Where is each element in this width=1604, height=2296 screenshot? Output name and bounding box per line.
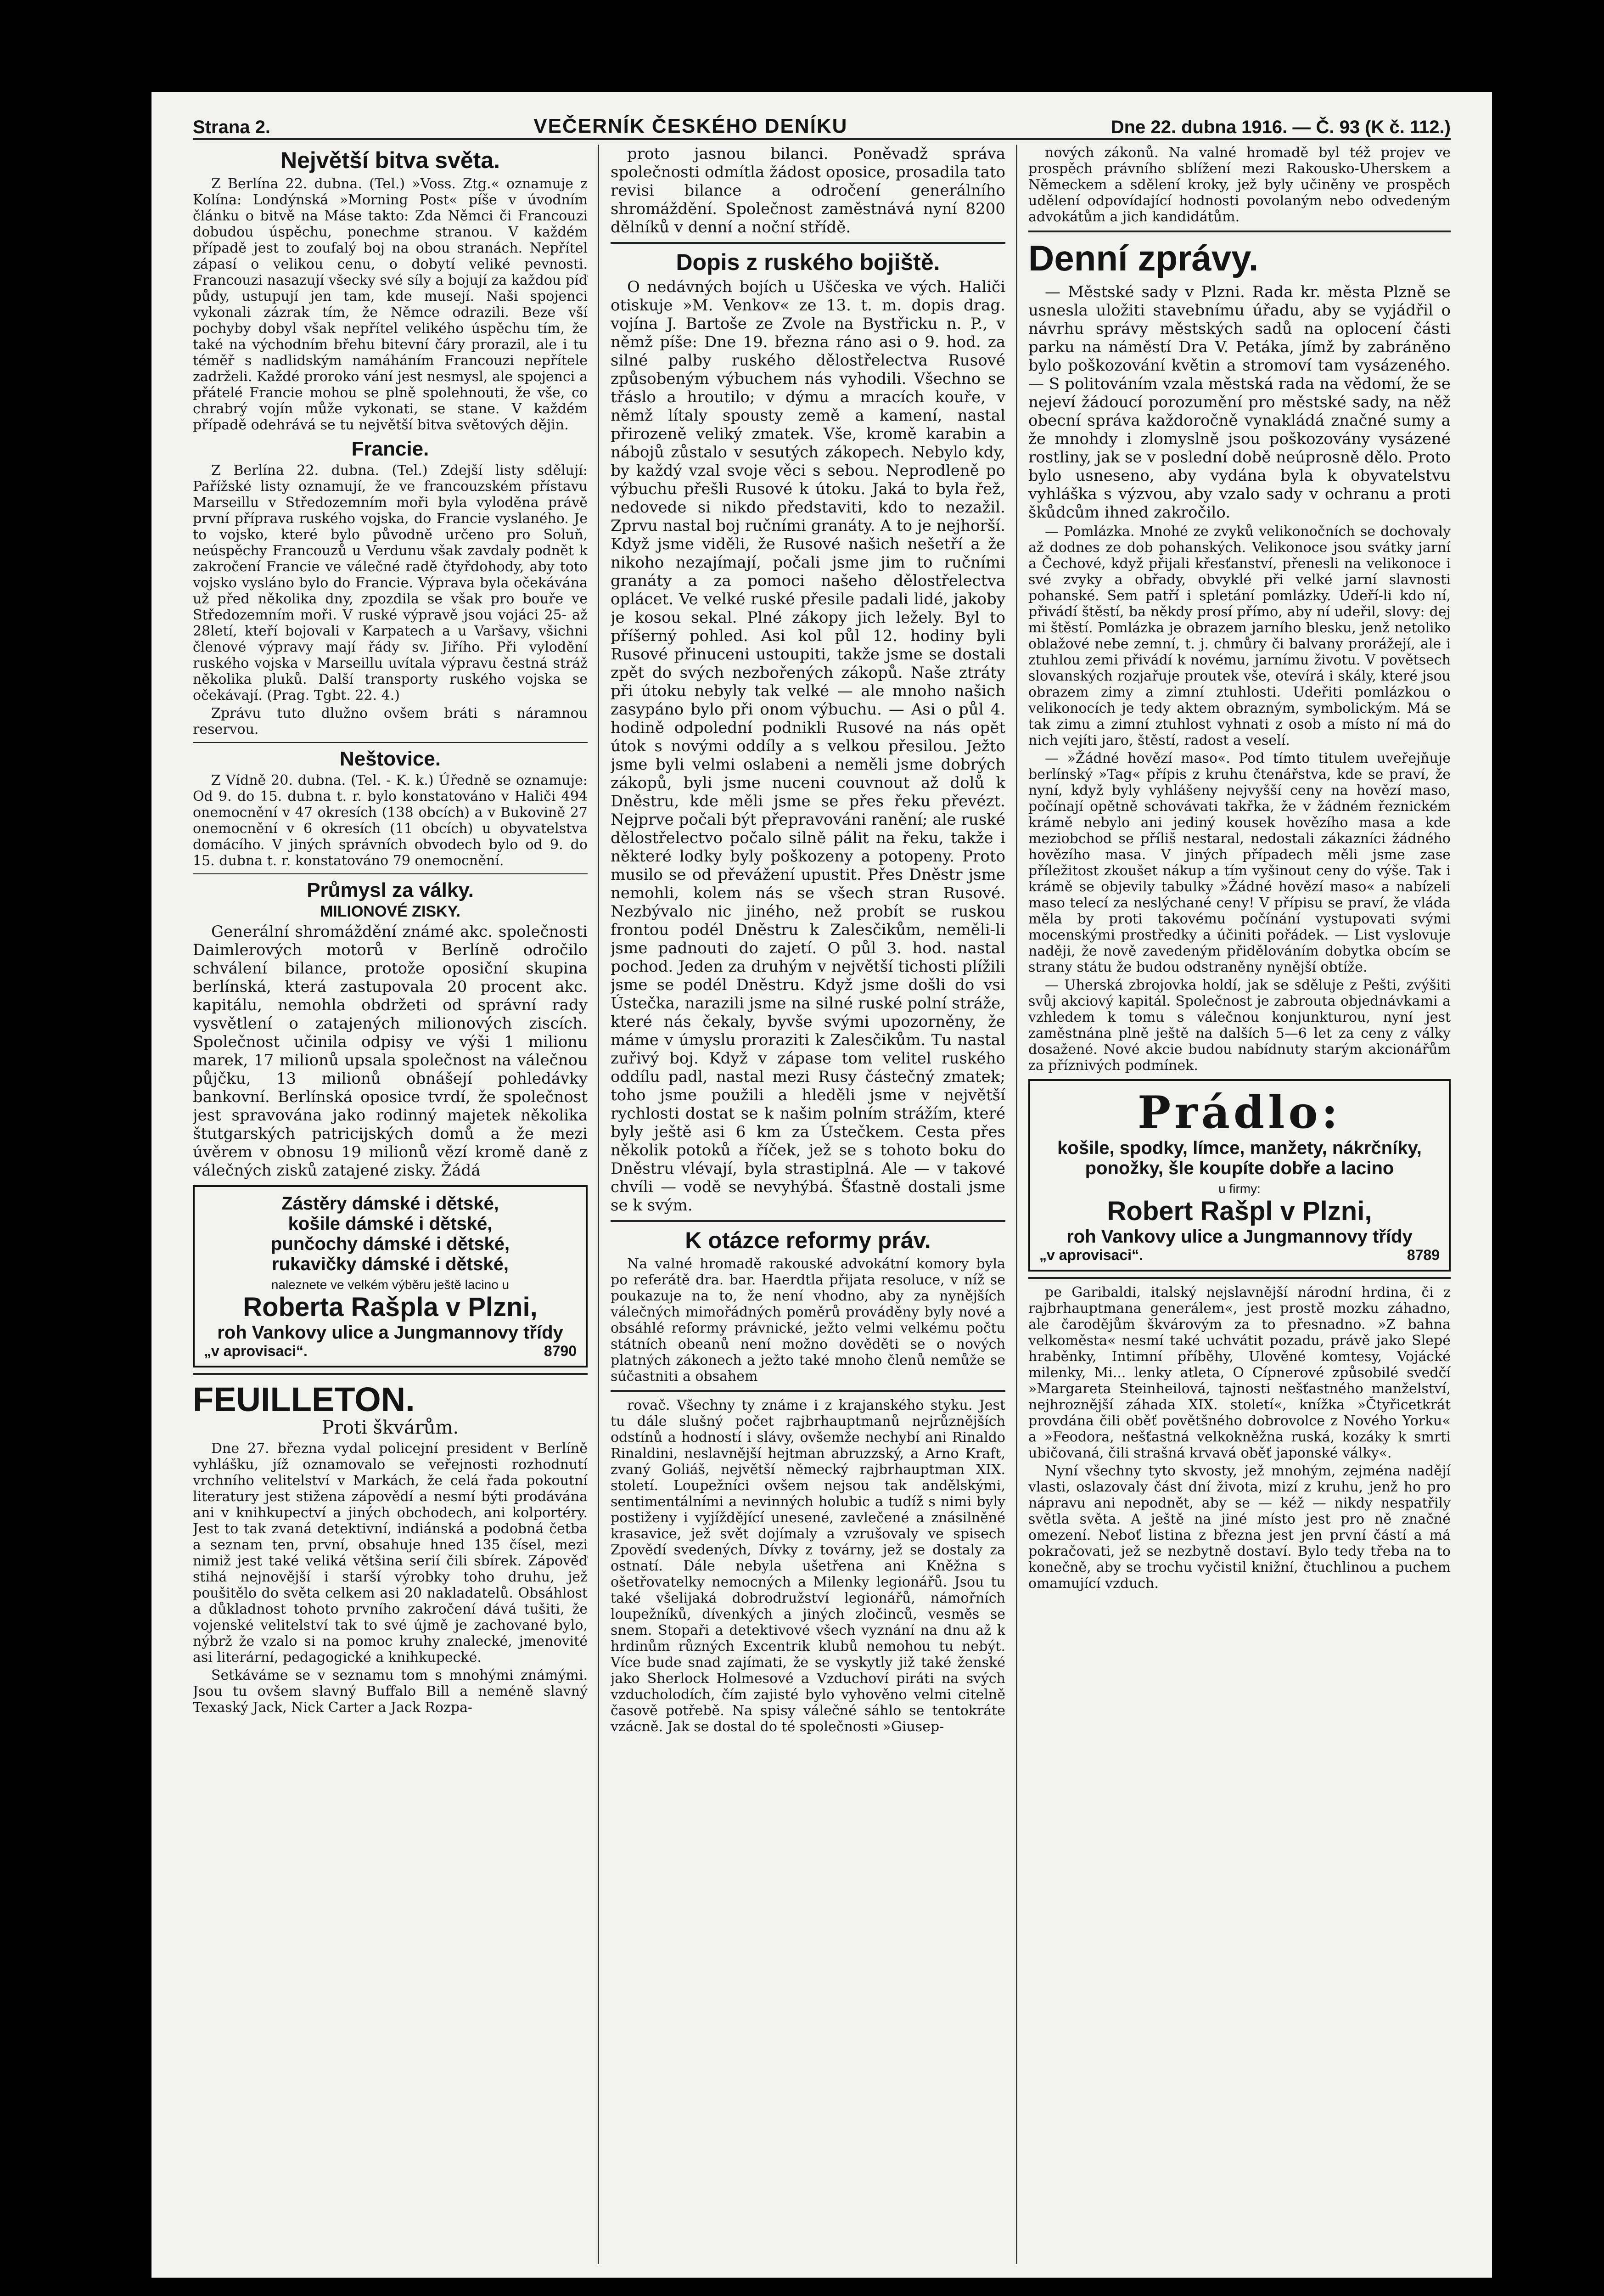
- ad-tagline: „v aprovisaci“.: [204, 1343, 308, 1359]
- ad-line: naleznete ve velkém výběru ještě lacino u: [271, 1277, 510, 1292]
- divider: [1028, 1277, 1451, 1279]
- column-3: [1028, 145, 1451, 2264]
- column-rule-1: [598, 145, 599, 2264]
- article-france: Z Berlína 22. dubna. (Tel.) Zdejší listy sdělují: Pařížské listy oznamují, že ve francouzském přístavu Marseillu v Středozemním moři byla vyloděna právě první příprava ruského vojska, do Francie vyslaného. Je to vojsko, které bylo původně určeno pro Soluň, neúspěchy Francouzů u Verdunu však zavdaly podnět k zakročení Francie ve válečné radě čtyřdohody, aby toto vojsko vysláno bylo do Francie. Výprava byla očekávána už před několika dny, zpozdila se však pro bouře ve Středozemním moři. V ruské výpravě jsou vojáci 25- až 28letí, kteří bojovali v Karpatech a u Varšavy, všichni členové výpravy mají řády sv. Jiřího. Při vylodění ruského vojska v Marseillu uvítala výpravu čestná stráž několika pluků. Další transporty ruského vojska se očekávají. (Prag. Tgbt. 22. 4.): [193, 462, 588, 703]
- feuilleton-continued: rovač. Všechny ty známe i z krajanského styku. Jest tu dále slušný počet rajbrhauptmanů nejrůznějších odstínů a hodností i slávy, ovšemže nechybí ani Rinaldo Rinaldini, neslavnější hejtman abruzzský, a Arno Kraft, zvaný Goliáš, největší německý rajbrhauptman XIX. století. Loupežníci ovšem nejsou tak andělskými, sentimentálními a nevinných holubic a tudíž s nimi byly postiženy i vyjíždějící unesené, zavlečené a znásilněné krasavice, jež svět dojímaly a vzrušovaly ve spisech Zpovědí svedených, Dívky z továrny, jež se dostaly za ostnatí. Dále nebyla ušetřena ani Kněžna s ošetřovatelky nemocných a Milenky legionářů. Jsou tu také všelijaká dobrodružství legionářů, námořních loupežníků, dívenkých a jiných zločinců, vesměs se snem. Stopaři a detektivové všech vyznání na dnu až k hrdinům různých Excentrik klubů nemohou tu nebýt. Více bude snad zajímati, že se vyskytly již také ženské jako Sherlock Holmesové a Vzduchoví piráti na svých vzducholodích, čím zajisté bylo vyhověno velmi citelně časově potřebě. Na spisy válečné sáhlo se tentokráte vzácně. Jak se dostal do té společnosti »Giusep-: [611, 1397, 1005, 1735]
- news-pomlazka: — Pomlázka. Mnohé ze zvyků velikonočních se dochovaly až dodnes ze dob pohanských. Velikonoce jsou svátky jarní a Čechové, když přijali křesťanství, přenesli na velikonoce i své zvyky a obřady, obvyklé při velké jarní slavnosti pohanské. Sem patří i spletání pomlázky. Udeří-li kdo ní, přivádí štěstí, ba někdy prosí přímo, aby ní udeřil, slovy: dej mi štěstí. Pomlázka je obrazem jarního blesku, jenž netoliko oblažové nebe zemní, t. j. chmůry či balvany prorážejí, ale i ztuhlou zemi přivádí k novému, jarnímu životu. V povětsech slovanských rozjařuje proutek vše, otevírá i skály, které jsou obrazem zimy a zimní ztuhlosti. Udeřiti pomlázkou o velikonocích je tedy aktem obrazným, symbolickým. Má se tak zimu a zimní ztuhlost vyhnati z osob a místo ní má do nich vejíti jaro, štěstí, radost a veselí.: [1028, 523, 1451, 748]
- divider: [611, 1220, 1005, 1222]
- news-no-beef: — »Žádné hovězí maso«. Pod tímto titulem uveřejňuje berlínský »Tag« přípis z kruhu čtenářstva, kde se praví, že nyní, když byly vyhlášeny nejvyšší ceny na hovězí maso, počínají opětně schovávati takřka, že v žádném řeznickém krámě nebylo ani jediný kousek hovězího masa a kde meziobchod se příliš nestaral, nedostali zákazníci žádného hovězího masa. V jiných případech měli jsme zase příležitost zkoušet nákup a tím vyšinout ceny do výše. Tak i krámě se objevily tabulky »Žádné hovězí maso« a nabízeli maso telecí za neslýchané ceny! V přípisu se praví, že vláda měla by proti takovému počínání vystupovati svými mocenskými prostředky a účiniti pořádek. — List vyslovuje naději, že nově zavedeným přidělováním dobytka obcím se strany státu že budou odstraněny nynější obtíže.: [1028, 750, 1451, 975]
- article-smallpox: Z Vídně 20. dubna. (Tel. - K. k.) Úředně se oznamuje: Od 9. do 15. dubna t. r. bylo konstatováno v Haliči 494 onemocnění v 47 okresích (138 obcích) a v Bukovině 27 onemocnění v 6 okresích (11 obcích) u obyvatelstva domácího. V jiných správních obvodech bylo od 9. do 15. dubna t. r. konstatováno 79 onemocnění.: [193, 772, 588, 869]
- feuilleton-continued: pe Garibaldi, italský nejslavnější národní hrdina, či z rajbrhauptmana generálem«, jest prostě mozku záhadno, ale čarodějům škvárovým za to přesnadno. »Z bahna velkoměsta« nesmí také uchvátit pozadu, právě jako Slepé hraběnky, Intimní příběhy, Ulověné komtesy, Vojácké milenky, Mi... lenky atleta, O Cípnerové způsobilé svedčí »Margareta Steinheilová, tajnosti nešťastného manželství, nejhroznější záhada XIX. století«, knížka »Čtyřicetkrát provdána čili oběť povětšného dobrovolce z Nového Yorku« a »Feodora, nešťastná velkokněžna ruská, kozáky k smrti ubičovaná, čili strašná krvavá oběť japonské války«.: [1028, 1284, 1451, 1461]
- feuilleton-paragraph: Dne 27. března vydal policejní president v Berlíně vyhlášku, jíž oznamovalo se veřejnosti rozhodnutí vrchního velitelství v Markách, že celá řada pokoutní literatury jest stižena zápovědí a nesmí býti prodávána ani v knihkupectví a jiných obchodech, ani kolportéry. Jest to tak zvaná detektivní, indiánská a podobná četba a seznam ten, první, obsahuje hned 135 čísel, mezi nimiž jest také veliká většina serií čili sbírek. Zápověď stihá nejnovější i starší výrobky toho druhu, jež poušitělo do světa celkem asi 20 nakladatelů. Obsáhlost a důkladnost tohoto prvního zakročení dává tušiti, že vojenské velitelství tak to své újmě je zachované bylo, nýbrž že vzalo si na pomoc kruhy znalecké, jmenovité asi literární, pedagogické a knihkupecké.: [193, 1441, 588, 1666]
- advertisement-raspl-aprons: [193, 1185, 588, 1367]
- headline-letter-from-front: Dopis z ruského bojiště.: [676, 249, 940, 275]
- newspaper-title: VEČERNÍK ČESKÉHO DENÍKU: [533, 115, 848, 137]
- article-industry-continued: proto jasnou bilanci. Poněvadž správa společnosti odmítla žádost oposice, prosadila tato revisi bilance a odročení generálního shromáždění. Společnost zaměstnává nyní 8200 dělníků v denní a noční střídě.: [611, 145, 1005, 236]
- news-city-parks: — Městské sady v Plzni. Rada kr. města Plzně se usnesla uložiti stavebnímu úřadu, aby se vyjádřil o návrhu správy městských sadů na oplocení části parku na náměstí Dra V. Petáka, jímž by zabráněno bylo poškozování květin a stromoví tam vysázeného. — S politováním vzala městská rada na vědomí, že se nejeví žádoucí porozumění pro městské sady, na něž obecní správa každoročně vynakládá značné sumy a že mnohdy i zlomyslně jsou poškozovány vysázené rostliny, jak se v poslední době neúprosně dělo. Proto bylo usneseno, aby vydána byla k obyvatelstvu vyhláška s výzvou, aby vzalo sady v ochranu a proti škůdcům ihned zakročilo.: [1028, 283, 1451, 522]
- ad-address: roh Vankovy ulice a Jungmannovy třídy: [217, 1322, 563, 1343]
- newspaper-page: [151, 92, 1492, 2278]
- issue-date: Dne 22. dubna 1916. — Č. 93 (K č. 112.): [1110, 117, 1451, 137]
- ad-line: košile dámské i dětské,: [288, 1214, 493, 1234]
- feuilleton-continued: Nyní všechny tyto skvosty, jež mnohým, zejména nadějí vlasti, oslazovaly část dní života, mizí z kruhu, jenž ho pro nápravu ani nepodnět, aby se — kéž — nikdy nespatřily světla světa. A ještě na jiné místo jest pro ně značné omezení. Neboť listina z března jest jen první částí a má pokračovati, jež se nezbytně dostaví. Bylo tedy třeba na to konečně, aby se trochu vyčistil knižní, čtuchlinou a puchem omamující vzduch.: [1028, 1463, 1451, 1592]
- divider: [611, 1390, 1005, 1392]
- column-1: [193, 145, 588, 2264]
- advertisement-raspl-linen: [1028, 1079, 1451, 1272]
- ad-address: roh Vankovy ulice a Jungmannovy třídy: [1066, 1227, 1413, 1247]
- subheadline-industry: MILIONOVÉ ZISKY.: [320, 903, 461, 920]
- page-number: Strana 2.: [193, 117, 270, 137]
- ad-line: rukavičky dámské i dětské,: [272, 1254, 509, 1274]
- ad-number: 8790: [544, 1343, 577, 1359]
- ad-line: košile, spodky, límce, manžety, nákrčníky,: [1057, 1138, 1422, 1158]
- divider: [193, 1373, 588, 1375]
- feuilleton-heading: FEUILLETON.: [193, 1380, 415, 1418]
- ad-tagline: „v aprovisaci“.: [1039, 1247, 1143, 1263]
- article-law-reform: Na valné hromadě rakouské advokátní komory byla po referátě dra. bar. Haerdtla přijata resoluce, v níž se poukazuje na to, že není vhodno, aby za nynějších válečných mimořádných poměrů prováděny byly nové a obsáhlé reformy právnické, ježto velmi velkému počtu státních obeanů není možno dověděti se o nových platných zákonech a ježto také mnoho členů nemůže se súčastniti a obsahem: [611, 1256, 1005, 1384]
- article-industry: Generální shromáždění známé akc. společnosti Daimlerových motorů v Berlíně odročilo schválení bilance, protože oposiční skupina berlínská, která zastupovala 20 procent akc. kapitálu, nemohla obdržeti od správní rady vysvětlení o zatajených milionových ziscích. Společnost učinila odpisy ve výši 1 milionu marek, 17 milionů upsala společnost na válečnou půjčku, 13 milionů obnášejí pohledávky bankovní. Berlínská oposice tvrdí, že společnost jest spravována jako rodinný majetek několika štutgarských patricijských domů a že mezi úvěrem v obnosu 19 milionů vězí kromě daně z válečných zisků zatajené zisky. Žádá: [193, 923, 588, 1180]
- ad-number: 8789: [1407, 1247, 1440, 1263]
- ad-line: Zástěry dámské i dětské,: [281, 1193, 499, 1214]
- ad-line: u firmy:: [1218, 1182, 1261, 1196]
- feuilleton-subheading: Proti škvárům.: [321, 1417, 459, 1438]
- headline-france: Francie.: [351, 438, 429, 460]
- headline-biggest-battle: Největší bitva světa.: [280, 147, 500, 173]
- column-2: [611, 145, 1005, 2264]
- ad-line: punčochy dámské i dětské,: [270, 1234, 510, 1254]
- headline-daily-news: Denní zprávy.: [1028, 238, 1259, 278]
- feuilleton-paragraph: Setkáváme se v seznamu tom s mnohými známými. Jsou tu ovšem slavný Buffalo Bill a neméně slavný Texaský Jack, Nick Carter a Jack Rozpa-: [193, 1667, 588, 1716]
- divider: [193, 873, 588, 874]
- article-france-note: Zprávu tuto dlužno ovšem bráti s náramnou reservou.: [193, 705, 588, 737]
- divider: [611, 242, 1005, 244]
- ad-firm-name: Roberta Rašpla v Plzni,: [243, 1292, 538, 1322]
- news-armory: — Uherská zbrojovka holdí, jak se sděluje z Pešti, zvýšiti svůj akciový kapitál. Společnost je zabrouta objednávkami a vzhledem k tomu s válečnou konjunkturou, nyní jest zaměstnána plně ještě na dalších 5—6 let za ceny z války dosažené. Nové akcie budou nabídnuty starým akcionářům za příznivých podmínek.: [1028, 977, 1451, 1074]
- headline-industry: Průmysl za války.: [307, 879, 474, 901]
- headline-smallpox: Neštovice.: [339, 748, 441, 770]
- divider: [193, 742, 588, 743]
- article-biggest-battle: Z Berlína 22. dubna. (Tel.) »Voss. Ztg.« oznamuje z Kolína: Londýnská »Morning Post« píše v úvodním článku o bitvě na Máse takto: Zda Němci či Francouzi dobudou úspěchu, ponechme stranou. V každém případě jest to zoufalý boj na obou stranách. Nepřítel zápasí o velikou cenu, o dobytí veliké pevnosti. Francouzi nasazují všecky své síly a bojují za každou píď půdy, ustupují jen tam, kde musejí. Naši spojenci vykonali zázrak tím, že Němce odrazili. Beze vší pochyby dobyl však nepřítel velikého úspěchu tím, že také na východním břehu bitevní čáry prorazil, ale i tu téměř s nadlidským namáháním Francouzi nepřítele zadrželi. Každé proroko vání jest nesmysl, ale spojenci a přátelé Francie mohou se plně spolehnouti, že vše, co chrabrý vojín může vykonati, se stane. V každém případě odehrává se tu největší bitva světových dějin.: [193, 176, 588, 433]
- column-rule-2: [1016, 145, 1017, 2264]
- article-letter-from-front: O nedávných bojích u Uščeska ve vých. Haliči otiskuje »M. Venkov« ze 13. t. m. dopis drag. vojína J. Bartoše ze Zvole na Bystřicku n. P., v němž píše: Dne 19. března ráno asi o 9. hod. za silné palby ruského dělostřelectva Rusové způsobeným výbuchem nás vyhodili. Všechno se třáslo a hroutilo; v dýmu a mracích kouře, v němž lítaly spousty země a kamení, nastal přirozeně veliký zmatek. Vše, kromě karabin a nábojů zůstalo v sesutých zákopech. Nebylo kdy, by každý vzal svoje věci s sebou. Neprodleně po výbuchu přešli Rusové k útoku. Jaká to byla řež, nedovede si nikdo představiti, kdo to nezažil. Zprvu nastal boj ručními granáty. A to je nejhorší. Když jsme viděli, že Rusové našich nešetří a že nikoho nezajímají, počali jsme jim to ručními granáty a za pomoci našeho dělostřelectva oplácet. Ve velké ruské přesile padali lidé, jakoby je kosou sekal. Plné zákopy jich ležely. Byl to příšerný pohled. Asi kol půl 12. hodiny byli Rusové přinuceni ustoupiti, takže jsme se dostali zpět do svých nezbořených zákopů. Naše ztráty při útoku nebyly tak velké — ale mnoho našich zasypáno bylo při onom výbuchu. — Asi o půl 4. hodině odpolední podnikli Rusové na nás opět útok s novými oddíly a s velkou přesilou. Ježto jsme byli velmi oslabeni a neměli jsme dobrých zákopů, byli jsme nuceni couvnout až dolů k Dněstru, kde měli jsme se přes řeku převézt. Nejprve počali být přepravováni ranění; ale ruské dělostřelectvo počalo silně pálit na řeku, takže i některé lodky byly poškozeny a potopeny. Proto musilo se od převážení upustit. Přes Dněstr jsme nemohli, kolem nás se všech stran Rusové. Nezbývalo nic jiného, než probít se ruskou frontou podél Dněstru k Zalesčikům, neměli-li jsme padnouti do zajetí. O půl 3. hod. nastal pochod. Jeden za druhým v největší tichosti plížili jsme se podél Dněstru. Když jsme došli do vsi Ústečka, narazili jsme na silné ruské polní stráže, které nás čekaly, byvše svými upozorněny, že máme v úmyslu proraziti k Zalesčikům. Tu nastal zuřivý boj. Když v zápase tom velitel ruského oddílu padl, nastal mezi Rusy částečný zmatek; toho jsme použili a hleděli jsme v největší rychlosti dostat se k našim polním strážím, které byly ještě asi 6 km za Ústečkem. Cesta přes několik potoků a říček, jež se s tohoto boku do Dněstru vlévají, byla strastiplná. Ale — v takové chvíli — vodě se nevyhýbá. Šťastně dostali jsme se k svým.: [611, 278, 1005, 1215]
- masthead: [193, 101, 1451, 140]
- headline-law-reform: K otázce reformy práv.: [685, 1227, 931, 1253]
- divider: [1028, 231, 1451, 232]
- ad-line: ponožky, šle koupíte dobře a lacino: [1085, 1158, 1394, 1178]
- article-law-reform-continued: nových zákonů. Na valné hromadě byl též projev ve prospěch právního sblížení mezi Rakousko-Uherskem a Německem a sdělení kroky, jež byly učiněny ve prospěch udělení odpovídající hodnosti povolaným nebo odvedeným advokátům a jich kandidátům.: [1028, 145, 1451, 225]
- ad-big-heading: Prádlo:: [1137, 1086, 1342, 1138]
- ad-firm-name: Robert Rašpl v Plzni,: [1107, 1196, 1372, 1226]
